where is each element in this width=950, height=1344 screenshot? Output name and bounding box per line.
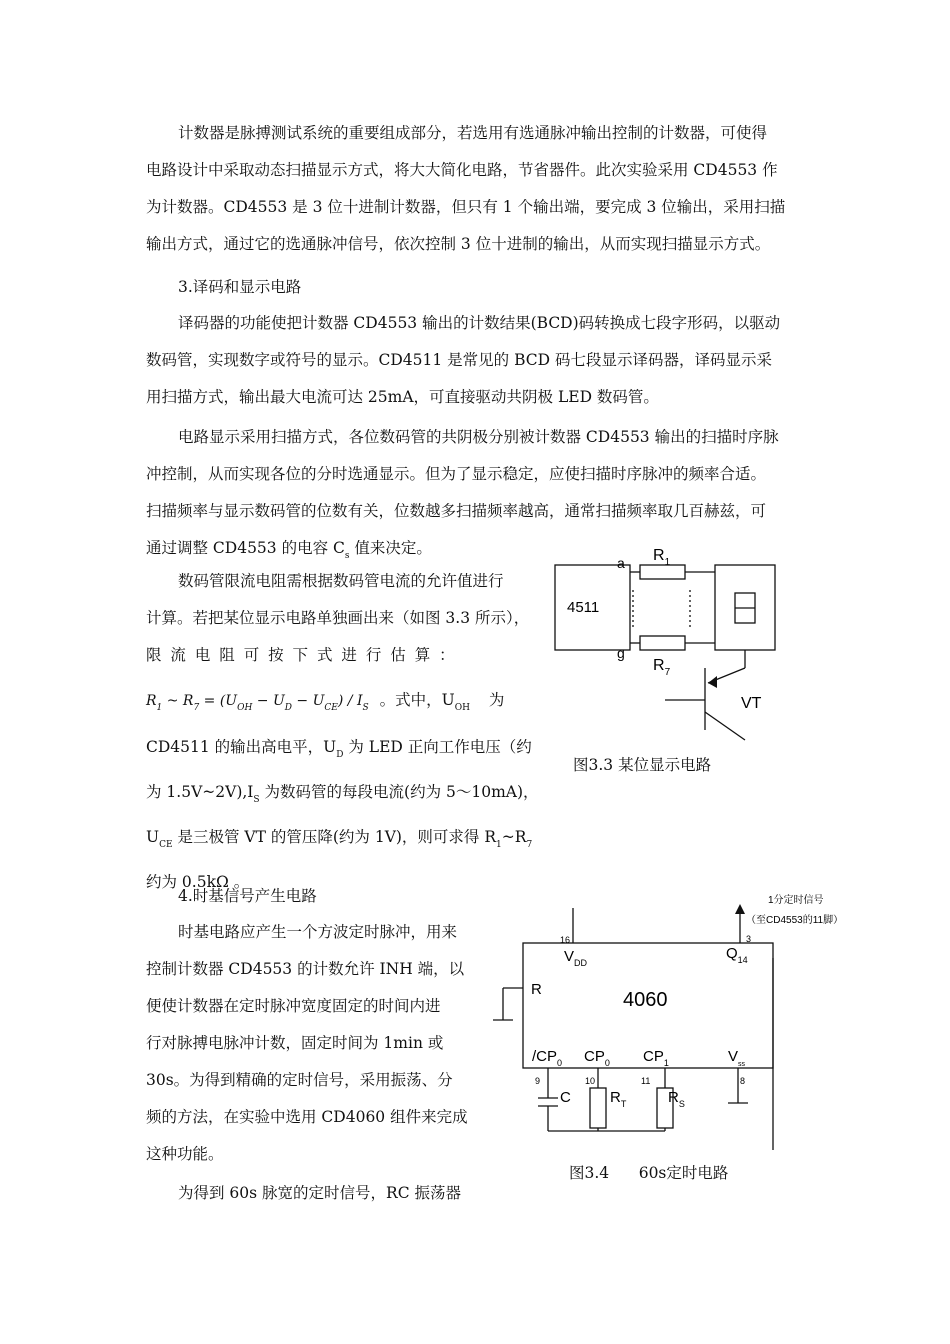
svg-text:8: 8 <box>740 1076 746 1086</box>
heading-decoder-display: 3.译码和显示电路 <box>178 278 302 296</box>
cp0n-label: $/CP_0$ <box>532 1048 563 1068</box>
cp0-label: $CP_0$ <box>584 1048 610 1068</box>
paragraph-counter <box>146 115 785 263</box>
text-line: 30s。为得到精确的定时信号，采用振荡、分 <box>146 1071 453 1089</box>
text-line: 计算。若把某位显示电路单独画出来（如图 3.3 所示）， <box>146 609 530 627</box>
text-line: 输出方式，通过它的选通脉冲信号，依次控制 3 位十进制的输出，从而实现扫描显示方式。 <box>146 235 771 253</box>
formula: $R_1$ ~ $R_7 = (U_{OH} - U_D - U_{CE}) / I_S$ <box>146 693 369 713</box>
text-line: 时基电路应产生一个方波定时脉冲，用来 <box>178 923 458 941</box>
text-line: 用扫描方式，输出最大电流可达 25mA，可直接驱动共阴极 LED 数码管。 <box>146 388 659 406</box>
figure-3-4-circuit <box>488 888 848 1158</box>
figure-3-3-circuit <box>545 540 790 760</box>
text-line: 计数器是脉搏测试系统的重要组成部分，若选用有选通脉冲输出控制的计数器，可使得 <box>178 124 768 142</box>
formula-line: $R_1$ ~ $R_7 = (U_{OH} - U_D - U_{CE}) / I_S$ 。式中，$U_{OH}$ 为 <box>146 691 505 713</box>
text-line: 为 $1.5V\sim 2V),I_S$ 为数码管的每段电流(约为 5～10mA)， <box>146 783 539 805</box>
c-label: C <box>560 1089 571 1106</box>
text-line: 通过调整 CD4553 的电容 $C_s$ 值来决定。 <box>146 539 432 561</box>
resistor-rt <box>590 1088 606 1128</box>
text-line: 为计数器。CD4553 是 3 位十进制计数器，但只有 1 个输出端，要完成 3 位输出，采用扫描 <box>146 198 786 216</box>
signal-label: 1分定时信号 <box>768 895 824 906</box>
text-line: 控制计数器 CD4553 的计数允许 INH 端，以 <box>146 960 465 978</box>
text-line: 电路设计中采取动态扫描显示方式，将大大简化电路，节省器件。此次实验采用 CD4553 作 <box>146 161 778 179</box>
paragraph-resistor-cont <box>146 729 539 901</box>
svg-text:16: 16 <box>560 935 571 945</box>
text-line: 限 流 电 阻 可 按 下 式 进 行 估 算 ： <box>146 646 457 664</box>
text-line: 这种功能。 <box>146 1145 224 1163</box>
svg-text:9: 9 <box>535 1076 541 1086</box>
resistor-r1 <box>640 565 685 579</box>
pin-g-label: g <box>617 645 625 661</box>
text-line: $U_{CE}$ 是三极管 VT 的管压降(约为 1V)，则可求得 $R_1\sim R_7$ <box>146 828 533 850</box>
text-line: 冲控制，从而实现各位的分时选通显示。但为了显示稳定，应使扫描时序脉冲的频率合适。 <box>146 465 767 483</box>
text-line: 数码管限流电阻需根据数码管电流的允许值进行 <box>178 572 504 590</box>
vss-label: $V_{ss}$ <box>728 1048 746 1068</box>
r-pin-label: R <box>531 981 542 998</box>
text-line: 行对脉搏电脉冲计数，固定时间为 1min 或 <box>146 1034 444 1052</box>
vt-label: VT <box>741 695 762 712</box>
svg-text:10: 10 <box>585 1076 596 1086</box>
cp1-label: $CP_1$ <box>643 1048 669 1068</box>
text-line: 扫描频率与显示数码管的位数有关，位数越多扫描频率越高，通常扫描频率取几百赫兹，可 <box>146 502 767 520</box>
chip-4511-label: 4511 <box>567 599 600 616</box>
figure-3-4-caption: 图3.4 60s定时电路 <box>569 1164 729 1182</box>
q14-label: $Q_{14}$ <box>726 945 748 965</box>
text-line: 便使计数器在定时脉冲宽度固定的时间内进 <box>146 997 441 1015</box>
heading-timebase: 4.时基信号产生电路 <box>178 887 317 905</box>
r1-label: $R_1$ <box>653 547 671 568</box>
text-line: 电路显示采用扫描方式，各位数码管的共阴极分别被计数器 CD4553 输出的扫描时序脉 <box>178 428 779 446</box>
paragraph-rc: 为得到 60s 脉宽的定时信号，RC 振荡器 <box>178 1184 461 1202</box>
figure-3-3-caption: 图3.3 某位显示电路 <box>573 756 712 774</box>
text-line: 约为 0.5kΩ 。 <box>146 873 250 891</box>
paragraph-timebase <box>146 914 468 1173</box>
text-line: 频的方法，在实验中选用 CD4060 组件来完成 <box>146 1108 468 1126</box>
svg-text:3: 3 <box>746 934 752 944</box>
r7-label: $R_7$ <box>653 657 671 678</box>
pin-a-label: a <box>617 555 625 571</box>
text-line: 译码器的功能使把计数器 CD4553 输出的计数结果(BCD)码转换成七段字形码，以驱动 <box>178 314 781 332</box>
resistor-r7 <box>640 636 685 650</box>
rs-label: $R_S$ <box>668 1089 685 1109</box>
paragraph-decoder <box>146 305 780 416</box>
paragraph-resistor <box>146 563 529 674</box>
vdd-label: $V_{DD}$ <box>564 948 588 968</box>
text-line: CD4511 的输出高电平，$U_D$ 为 LED 正向工作电压（约 <box>146 738 532 760</box>
rt-label: $R_T$ <box>610 1089 627 1109</box>
svg-text:11: 11 <box>641 1076 651 1086</box>
chip-4060-label: 4060 <box>623 989 668 1011</box>
text-line: 数码管，实现数字或符号的显示。CD4511 是常见的 BCD 码七段显示译码器，译码显示采 <box>146 351 772 369</box>
signal-note: （至CD4553的11脚） <box>746 915 844 926</box>
